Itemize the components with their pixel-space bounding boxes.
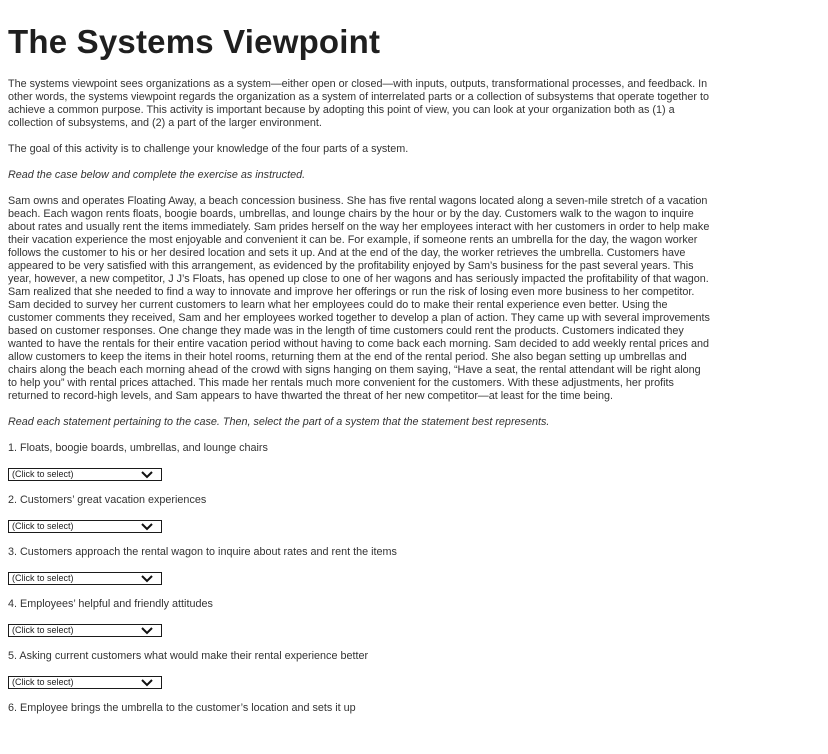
select-placeholder: (Click to select)	[12, 677, 74, 687]
page-title: The Systems Viewpoint	[8, 23, 381, 60]
question-item	[8, 494, 712, 546]
page	[8, 0, 712, 754]
read-case-instruction: Read the case below and complete the exercise as instructed.	[8, 169, 306, 181]
answer-select[interactable]	[8, 624, 162, 637]
case-paragraph: Sam owns and operates Floating Away, a beach concession business. She has five rental wagons located along a seven-mile stretch of a vacation beach. Each wagon rents floats, boogie boards, umbrellas, and lounge chairs by the hour or by the day. Customers walk to the wagon to inquire about rates and usually rent the items immediately. Sam prides herself on the way her employees interact with her customers in order to help make their vacation experience the most enjoyable and convenient it can be. For example, if someone rents an umbrella for the day, the wagon worker follows the customer to his or her desired location and sets it up. And at the end of the day, the worker retrieves the umbrella. Customers have appeared to be very satisfied with this arrangement, as evidenced by the profitability enjoyed by Sam’s business for the past several years. This year, however, a new competitor, J J’s Floats, has opened up close to one of her wagons and has seriously impacted the profitability of that wagon. Sam realized that she needed to find a way to innovate and improve her offerings or run the risk of losing even more business to her competitor. Sam decided to survey her current customers to learn what her employees could do to make their rental experience even better. Using the customer comments they received, Sam and her employees worked together to develop a plan of action. They came up with several improvements based on customer responses. One change they made was in the length of time customers could rent the products. Customers indicated they wanted to have the rentals for their entire vacation period without having to come back each morning. Sam decided to add weekly rental prices and allow customers to keep the items in their hotel rooms, returning them at the end of the rental period. She also began setting up umbrellas and chairs along the beach each morning ahead of the crowd with signs hanging on them saying, “Have a seat, the rental attendant will be right along to help you” with rental prices attached. This made her rentals much more convenient for the customers. With these adjustments, her profits returned to record-high levels, and Sam appears to have thwarted the threat of her new competitor—at least for the time being.	[8, 195, 710, 402]
question-text: 5. Asking current customers what would make their rental experience better	[8, 650, 369, 662]
question-text: 6. Employee brings the umbrella to the customer’s location and sets it up	[8, 702, 356, 714]
question-text: 1. Floats, boogie boards, umbrellas, and lounge chairs	[8, 442, 268, 454]
chevron-down-icon	[141, 625, 153, 636]
question-text: 2. Customers’ great vacation experiences	[8, 494, 207, 506]
chevron-down-icon	[141, 469, 153, 480]
select-placeholder: (Click to select)	[12, 573, 74, 583]
question-item	[8, 546, 712, 598]
select-placeholder: (Click to select)	[12, 521, 74, 531]
goal-paragraph: The goal of this activity is to challenge your knowledge of the four parts of a system.	[8, 143, 409, 155]
answer-select[interactable]	[8, 520, 162, 533]
question-item	[8, 702, 712, 754]
answer-select[interactable]	[8, 572, 162, 585]
select-placeholder: (Click to select)	[12, 469, 74, 479]
intro-paragraph: The systems viewpoint sees organizations as a system—either open or closed—with inputs, outputs, transformational processes, and feedback. In other words, the systems viewpoint regards the organization as a system of interrelated parts or a collection of subsystems that operate together to achieve a common purpose. This activity is important because by adopting this point of view, you can look at your organization both as (1) a collection of subsystems, and (2) a part of the larger environment.	[8, 78, 709, 129]
question-text: 4. Employees’ helpful and friendly attitudes	[8, 598, 213, 610]
question-text: 3. Customers approach the rental wagon to inquire about rates and rent the items	[8, 546, 397, 558]
chevron-down-icon	[141, 573, 153, 584]
select-instruction: Read each statement pertaining to the case. Then, select the part of a system that the statement best represents.	[8, 416, 550, 428]
answer-select[interactable]	[8, 468, 162, 481]
select-placeholder: (Click to select)	[12, 625, 74, 635]
answer-select[interactable]	[8, 676, 162, 689]
question-item	[8, 442, 712, 494]
chevron-down-icon	[141, 521, 153, 532]
question-item	[8, 598, 712, 650]
question-item	[8, 650, 712, 702]
question-list	[8, 442, 712, 754]
chevron-down-icon	[141, 677, 153, 688]
